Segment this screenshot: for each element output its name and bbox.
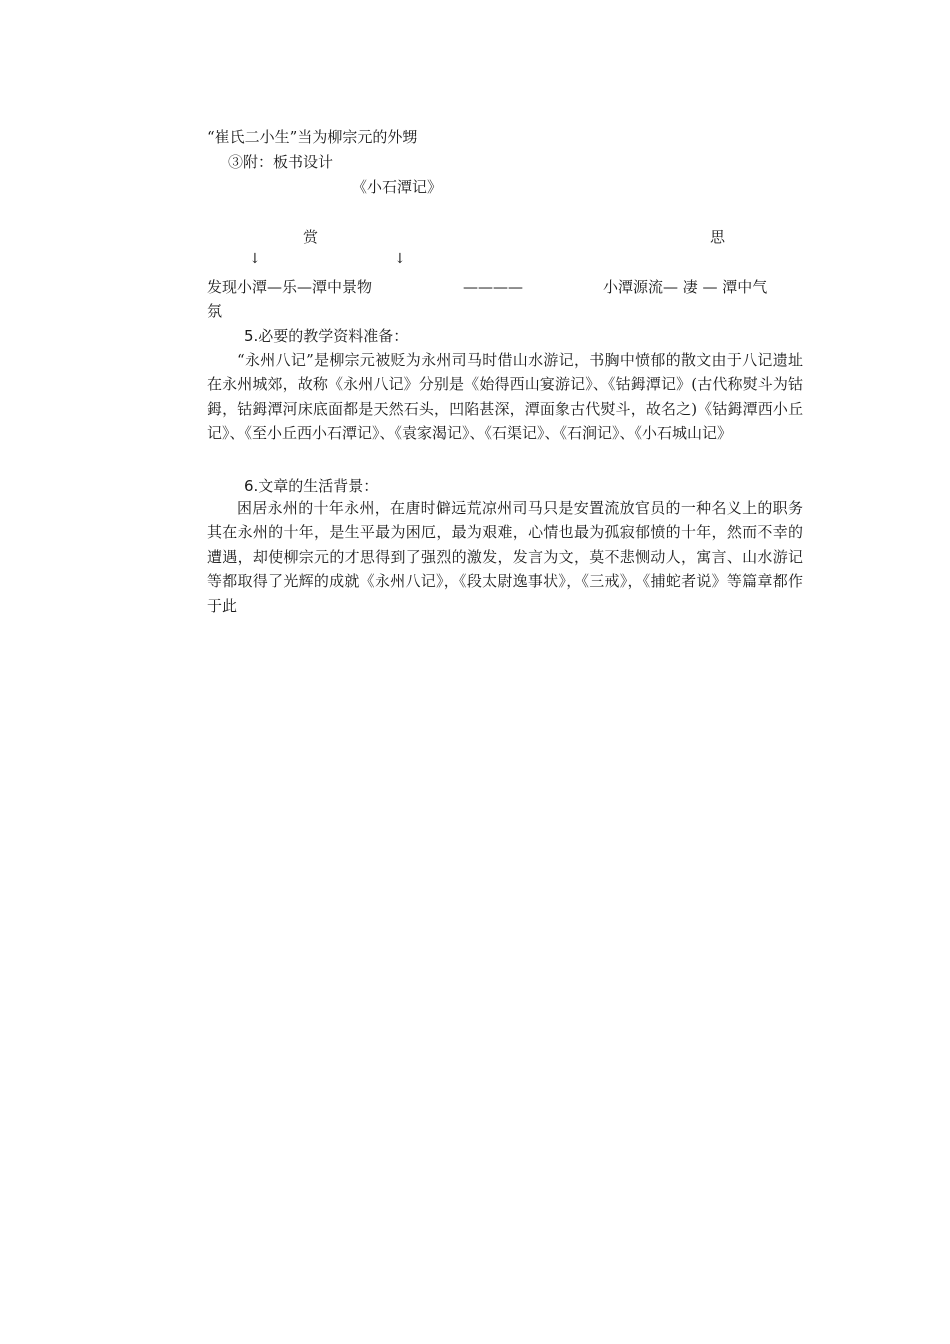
text-line-board-design: ③附：板书设计	[228, 153, 334, 171]
down-arrow-icon: ↓	[394, 251, 406, 267]
text-line-cui-brothers: “崔氏二小生”当为柳宗元的外甥	[207, 128, 418, 146]
board-label-think: 思	[710, 228, 726, 246]
section-6-paragraph: 困居永州的十年永州，在唐时僻远荒凉州司马只是安置流放官员的一种名义上的职务其在永州的十年，是生平最为困厄，最为艰难，心情也最为孤寂郁愤的十年，然而不幸的遭遇，却使柳宗元的才思得到了强烈的激发，发言为文，莫不悲恻动人，寓言、山水游记等都取得了光辉的成就《永州八记》，《段太尉逸事状》，《三戒》，《捕蛇者说》等篇章都作于此	[207, 499, 803, 615]
board-flow-dash: ————	[463, 278, 523, 296]
down-arrow-icon: ↓	[249, 251, 261, 267]
board-flow-wrap: 氛	[207, 302, 223, 320]
section-6-heading: 6.文章的生活背景：	[244, 477, 379, 495]
board-flow-right: 小潭源流— 凄 — 潭中气	[603, 278, 768, 296]
section-5-paragraph: “永州八记”是柳宗元被贬为永州司马时借山水游记，书胸中愤郁的散文由于八记遗址在永州城郊，故称《永州八记》分别是《始得西山宴游记》、《钴鉧潭记》(古代称熨斗为钴鉧，钴鉧潭河床底面都是天然石头，凹陷甚深，潭面象古代熨斗，故名之)《钴鉧潭西小丘记》、《至小丘西小石潭记》、《袁家渴记》、《石渠记》、《石涧记》、《小石城山记》	[207, 351, 803, 443]
board-flow-left: 发现小潭—乐—潭中景物	[207, 278, 373, 296]
section-5-heading: 5.必要的教学资料准备：	[244, 327, 409, 345]
board-label-appreciate: 赏	[303, 228, 319, 246]
board-title: 《小石潭记》	[352, 178, 443, 196]
